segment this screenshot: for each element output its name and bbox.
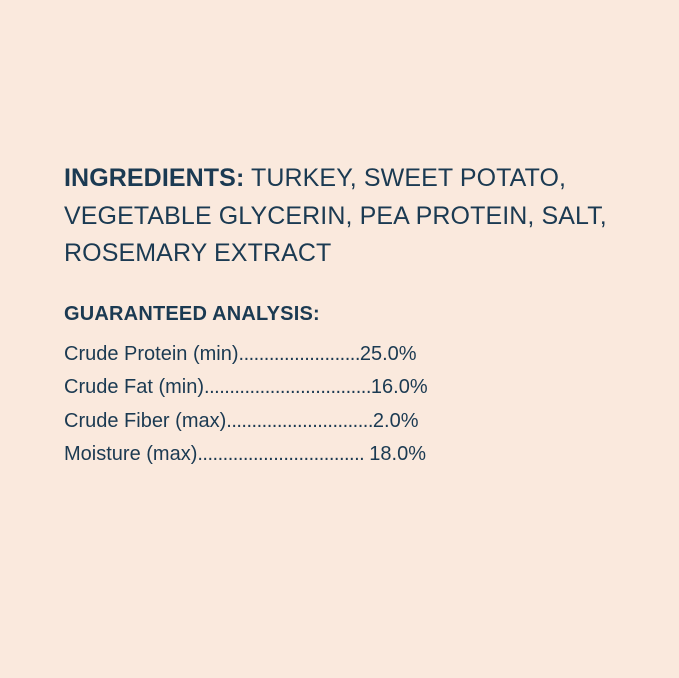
guaranteed-analysis-row xyxy=(64,338,624,372)
guaranteed-analysis-row xyxy=(64,405,624,439)
leader-dots: ............................. xyxy=(226,409,373,432)
guaranteed-analysis-list xyxy=(64,338,624,472)
leader-dots: ................................. xyxy=(204,376,371,399)
nutrition-label-panel xyxy=(64,160,624,472)
nutrient-name: Crude Fat (min) xyxy=(64,376,205,399)
ingredients-list: TURKEY, SWEET POTATO, VEGETABLE GLYCERIN, PEA PROTEIN, SALT, ROSEMARY EXTRACT xyxy=(64,164,607,267)
leader-dots: ................................. xyxy=(197,443,370,466)
nutrient-value: 18.0% xyxy=(369,443,427,466)
nutrient-name: Crude Fiber (max) xyxy=(64,409,227,432)
leader-dots: ........................ xyxy=(238,342,360,365)
ingredients-paragraph xyxy=(64,160,624,273)
ingredients-heading: INGREDIENTS: xyxy=(64,164,245,192)
nutrient-value: 2.0% xyxy=(372,409,419,432)
nutrient-name: Crude Protein (min) xyxy=(64,342,239,365)
guaranteed-analysis-row xyxy=(64,438,624,472)
nutrient-value: 16.0% xyxy=(370,376,428,399)
nutrient-value: 25.0% xyxy=(359,342,417,365)
nutrient-name: Moisture (max) xyxy=(64,443,198,466)
guaranteed-analysis-row xyxy=(64,371,624,405)
guaranteed-analysis-heading: GUARANTEED ANALYSIS: xyxy=(64,302,320,325)
